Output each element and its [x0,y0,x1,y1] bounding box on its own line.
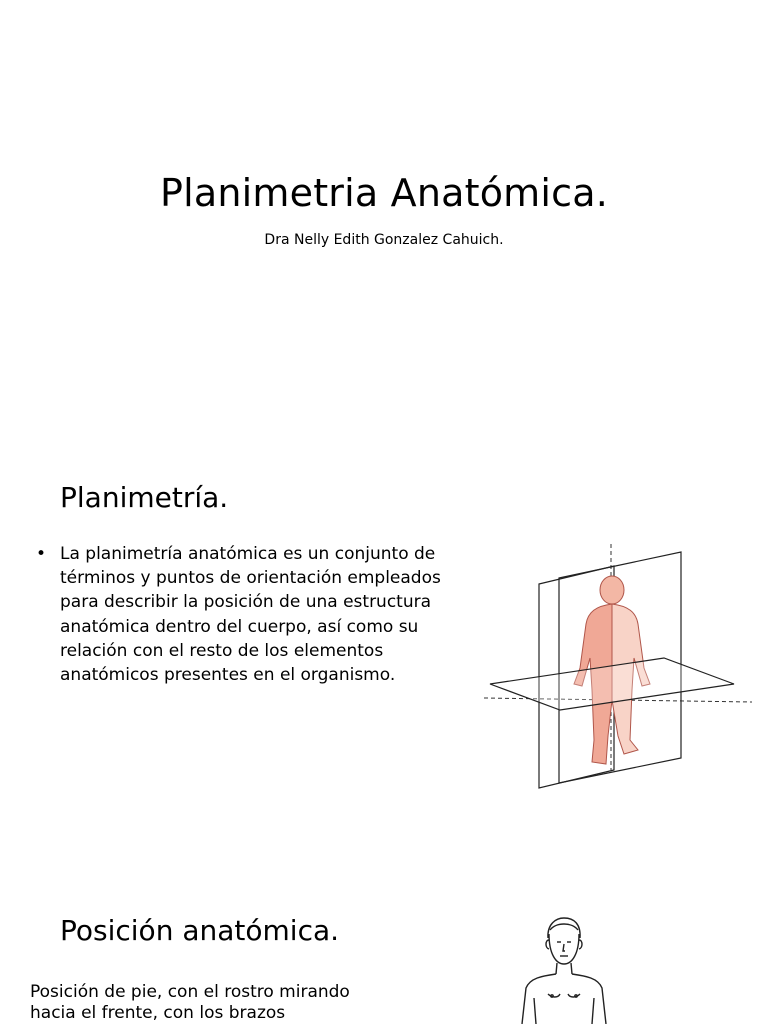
slide-heading: Posición anatómica. [60,914,340,947]
bullet-item [36,542,476,687]
slide-posicion-anatomica [0,880,768,1024]
bullet-marker: • [36,544,47,564]
bullet-text: La planimetría anatómica es un conjunto de términos y puntos de orientación empleados para describir la posición de una estructura anatómica dentro del cuerpo, así como su relación con el resto de los elementos anatómicos presentes en el organismo. [60,544,441,686]
transverse-plane [490,658,734,710]
presentation-title: Planimetria Anatómica. [160,171,608,215]
body-line: Posición de pie, con el rostro mirando [30,982,350,1002]
bullet-list [36,542,476,687]
slide-planimetria [0,440,768,880]
slide-body-text [30,982,450,1024]
slide-heading: Planimetría. [60,481,229,514]
body-line: hacia el frente, con los brazos [30,1003,286,1023]
presentation-author: Dra Nelly Edith Gonzalez Cahuich. [264,232,504,248]
slide-title [0,0,768,440]
human-figure-icon [514,914,614,1024]
anatomical-planes-icon [484,540,754,790]
